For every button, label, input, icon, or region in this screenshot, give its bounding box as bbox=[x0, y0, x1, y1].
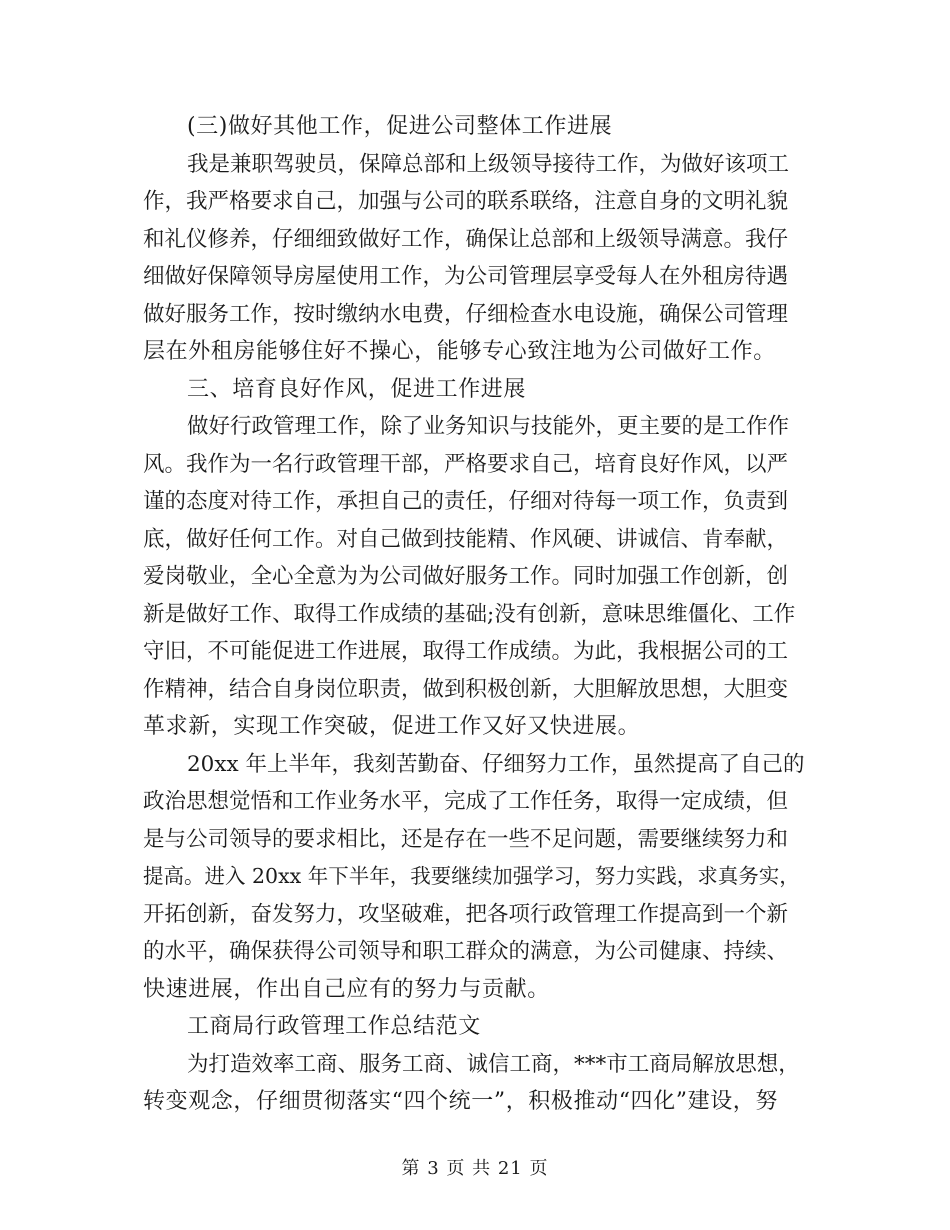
paragraph-line: 我是兼职驾驶员，保障总部和上级领导接待工作，为做好该项工 bbox=[187, 151, 790, 177]
paragraph-line: 为打造效率工商、服务工商、诚信工商，***市工商局解放思想， bbox=[187, 1051, 800, 1077]
document-body bbox=[143, 108, 811, 1121]
paragraph-line: 转变观念，仔细贯彻落实“四个统一”，积极推动“四化”建设，努 bbox=[143, 1089, 778, 1114]
section-heading: (三)做好其他工作，促进公司整体工作进展 bbox=[187, 114, 613, 139]
paragraph-line: 爱岗敬业，全心全意为为公司做好服务工作。同时加强工作创新，创 bbox=[143, 564, 789, 589]
paragraph-line: 革求新，实现工作突破，促进工作又好又快进展。 bbox=[143, 714, 641, 739]
paragraph-line: 20xx 年上半年，我刻苦勤奋、仔细努力工作，虽然提高了自己的 bbox=[187, 751, 805, 777]
paragraph-line: 新是做好工作、取得工作成绩的基础;没有创新，意味思维僵化、工作 bbox=[143, 601, 796, 627]
document-title: 工商局行政管理工作总结范文 bbox=[187, 1014, 481, 1039]
paragraph-line: 作精神，结合自身岗位职责，做到积极创新，大胆解放思想，大胆变 bbox=[143, 676, 789, 702]
paragraph-line: 提高。进入 20xx 年下半年，我要继续加强学习，努力实践，求真务实， bbox=[143, 864, 800, 888]
paragraph-line: 细做好保障领导房屋使用工作，为公司管理层享受每人在外租房待遇 bbox=[143, 264, 789, 289]
paragraph-line: 是与公司领导的要求相比，还是存在一些不足问题，需要继续努力和 bbox=[143, 826, 789, 852]
paragraph-line: 风。我作为一名行政管理干部，严格要求自己，培育良好作风，以严 bbox=[143, 451, 789, 477]
paragraph-line: 做好行政管理工作，除了业务知识与技能外，更主要的是工作作 bbox=[187, 414, 790, 439]
paragraph-line: 谨的态度对待工作，承担自己的责任，仔细对待每一项工作，负责到 bbox=[143, 489, 789, 514]
paragraph-line: 作，我严格要求自己，加强与公司的联系联络，注意自身的文明礼貌 bbox=[143, 189, 789, 214]
section-heading: 三、培育良好作风，促进工作进展 bbox=[187, 376, 527, 402]
paragraph-line: 守旧，不可能促进工作进展，取得工作成绩。为此，我根据公司的工 bbox=[143, 639, 789, 664]
paragraph-line: 快速进展，作出自己应有的努力与贡献。 bbox=[143, 976, 550, 1002]
paragraph-line: 开拓创新，奋发努力，攻坚破难，把各项行政管理工作提高到一个新 bbox=[143, 901, 789, 927]
paragraph-line: 层在外租房能够住好不操心，能够专心致注地为公司做好工作。 bbox=[143, 339, 776, 364]
page-number-footer: 第 3 页 共 21 页 bbox=[401, 1158, 549, 1179]
paragraph-line: 政治思想觉悟和工作业务水平，完成了工作任务，取得一定成绩，但 bbox=[143, 789, 789, 814]
paragraph-line: 做好服务工作，按时缴纳水电费，仔细检查水电设施，确保公司管理 bbox=[143, 301, 789, 327]
paragraph-line: 底，做好任何工作。对自己做到技能精、作风硬、讲诚信、肯奉献， bbox=[143, 526, 789, 552]
paragraph-line: 和礼仪修养，仔细细致做好工作，确保让总部和上级领导满意。我仔 bbox=[143, 226, 789, 252]
paragraph-line: 的水平，确保获得公司领导和职工群众的满意，为公司健康、持续、 bbox=[143, 939, 789, 964]
